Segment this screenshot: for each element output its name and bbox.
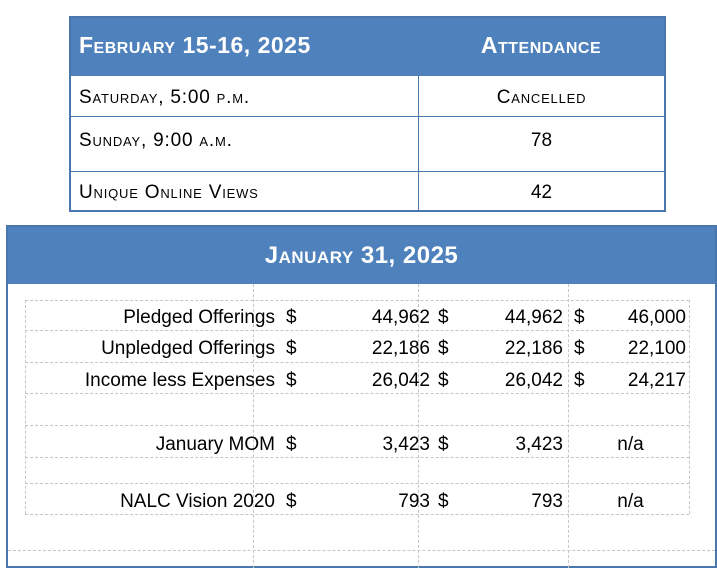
- finance-value: n/a: [617, 434, 644, 455]
- dollar-sign: $: [286, 370, 297, 391]
- attendance-row-label: Sunday, 9:00 a.m.: [79, 130, 233, 151]
- finance-value: 793: [398, 491, 430, 512]
- gridline: [8, 550, 715, 551]
- finance-value: 3,423: [515, 434, 563, 455]
- finance-row-label: Unpledged Offerings: [101, 338, 275, 359]
- attendance-row-label: Saturday, 5:00 p.m.: [79, 87, 250, 108]
- attendance-column-heading: Attendance: [480, 32, 602, 58]
- dollar-sign: $: [438, 434, 449, 455]
- attendance-table: [69, 16, 666, 212]
- gridline: [25, 393, 689, 394]
- finance-value: 3,423: [382, 434, 430, 455]
- finance-header: January 31, 2025: [8, 227, 715, 284]
- finance-row-label: January MOM: [155, 434, 275, 455]
- dollar-sign: $: [286, 307, 297, 328]
- dollar-sign: $: [438, 370, 449, 391]
- dollar-sign: $: [438, 491, 449, 512]
- attendance-date-heading: February 15-16, 2025: [79, 32, 311, 58]
- dollar-sign: $: [286, 434, 297, 455]
- gridline: [25, 483, 689, 484]
- finance-row-label: Pledged Offerings: [123, 307, 275, 328]
- finance-value: 44,962: [504, 307, 563, 328]
- attendance-header: [71, 18, 664, 76]
- dollar-sign: $: [438, 307, 449, 328]
- finance-row-label: NALC Vision 2020: [120, 491, 275, 512]
- finance-value: n/a: [617, 491, 644, 512]
- attendance-row-label: Unique Online Views: [79, 182, 259, 203]
- row-divider: [71, 171, 664, 172]
- gridline: [25, 362, 689, 363]
- row-divider: [71, 116, 664, 117]
- finance-value: 24,217: [627, 370, 686, 391]
- gridline: [25, 514, 689, 515]
- dollar-sign: $: [438, 338, 449, 359]
- finance-value: 44,962: [371, 307, 430, 328]
- dollar-sign: $: [574, 370, 585, 391]
- dollar-sign: $: [286, 491, 297, 512]
- gridline: [25, 457, 689, 458]
- attendance-row-value: 42: [530, 182, 553, 203]
- attendance-row-value: 78: [530, 130, 553, 151]
- gridline: [25, 330, 689, 331]
- finance-table: [6, 225, 717, 568]
- gridline: [568, 284, 569, 568]
- finance-value: 22,186: [371, 338, 430, 359]
- dollar-sign: $: [286, 338, 297, 359]
- gridline: [25, 300, 26, 514]
- dollar-sign: $: [574, 307, 585, 328]
- gridline: [25, 425, 689, 426]
- gridline: [25, 300, 689, 301]
- finance-value: 22,186: [504, 338, 563, 359]
- attendance-row-value: Cancelled: [496, 87, 587, 108]
- dollar-sign: $: [574, 338, 585, 359]
- finance-value: 46,000: [627, 307, 686, 328]
- finance-value: 26,042: [504, 370, 563, 391]
- finance-value: 793: [531, 491, 563, 512]
- finance-value: 22,100: [627, 338, 686, 359]
- finance-row-label: Income less Expenses: [84, 370, 275, 391]
- finance-value: 26,042: [371, 370, 430, 391]
- gridline: [689, 300, 690, 514]
